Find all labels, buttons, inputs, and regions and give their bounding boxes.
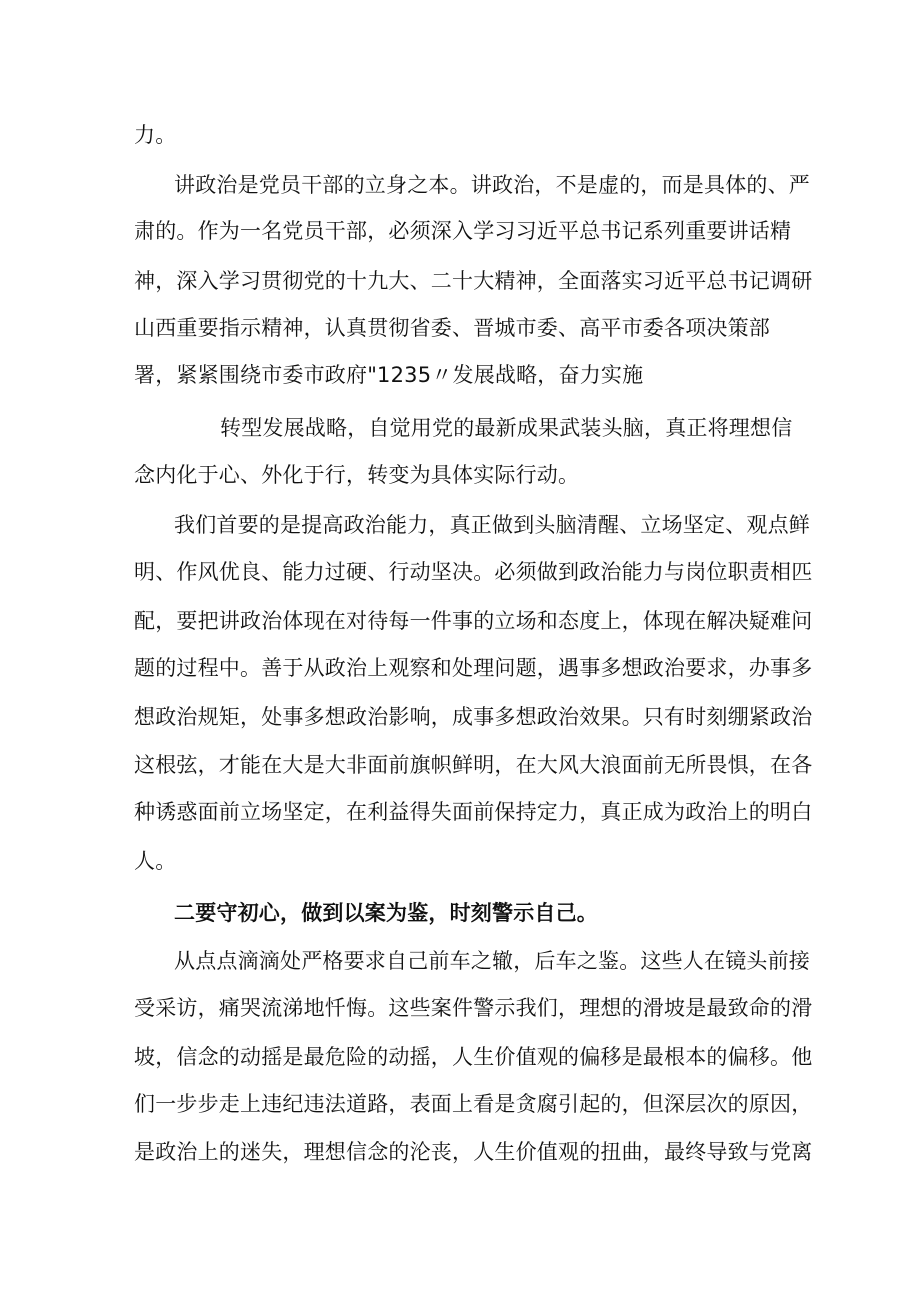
text-line: 肃的。作为一名党员干部，必须深入学习习近平总书记系列重要讲话精: [134, 219, 792, 243]
text-line: 明、作风优良、能力过硬、行动坚决。必须做到政治能力与岗位职责相匹: [134, 560, 813, 584]
section-heading: 二要守初心，做到以案为鉴，时刻警示自己。: [174, 901, 598, 925]
text-line: 念内化于心、外化于行，转变为具体实际行动。: [134, 463, 580, 487]
text-line: 们一步步走上违纪违法道路，表面上看是贪腐引起的，但深层次的原因，: [134, 1092, 813, 1116]
text-line: 种诱惑面前立场坚定，在利益得失面前保持定力，真正成为政治上的明白: [134, 800, 813, 824]
text-line: 人。: [134, 849, 177, 873]
text-line: 是政治上的迷失，理想信念的沦丧，人生价值观的扭曲，最终导致与党离: [134, 1140, 813, 1164]
text-line: 想政治规矩，处事多想政治影响，成事多想政治效果。只有时刻绷紧政治: [134, 705, 813, 729]
text-line: 力。: [134, 123, 177, 147]
text-line: 署，紧紧围绕市委市政府"1235〃发展战略，奋力实施: [134, 363, 644, 387]
text-line: 受采访，痛哭流涕地忏悔。这些案件警示我们，理想的滑坡是最致命的滑: [134, 996, 813, 1020]
text-line: 我们首要的是提高政治能力，真正做到头脑清醒、立场坚定、观点鲜: [174, 513, 810, 537]
text-line: 配，要把讲政治体现在对待每一件事的立场和态度上，体现在解决疑难问: [134, 609, 813, 633]
text-line: 这根弦，才能在大是大非面前旗帜鲜明，在大风大浪面前无所畏惧，在各: [134, 753, 813, 777]
text-line: 坡，信念的动摇是最危险的动摇，人生价值观的偏移是最根本的偏移。他: [134, 1045, 813, 1069]
text-line: 神，深入学习贯彻党的十九大、二十大精神，全面落实习近平总书记调研: [134, 269, 813, 293]
text-line: 山西重要指示精神，认真贯彻省委、晋城市委、高平市委各项决策部: [134, 316, 770, 340]
text-line: 转型发展战略，自觉用党的最新成果武装头脑，真正将理想信: [220, 416, 793, 440]
text-line: 题的过程中。善于从政治上观察和处理问题，遇事多想政治要求，办事多: [134, 656, 813, 680]
text-line: 讲政治是党员干部的立身之本。讲政治，不是虚的，而是具体的、严: [174, 173, 810, 197]
text-line: 从点点滴滴处严格要求自己前车之辙，后车之鉴。这些人在镜头前接: [174, 949, 810, 973]
